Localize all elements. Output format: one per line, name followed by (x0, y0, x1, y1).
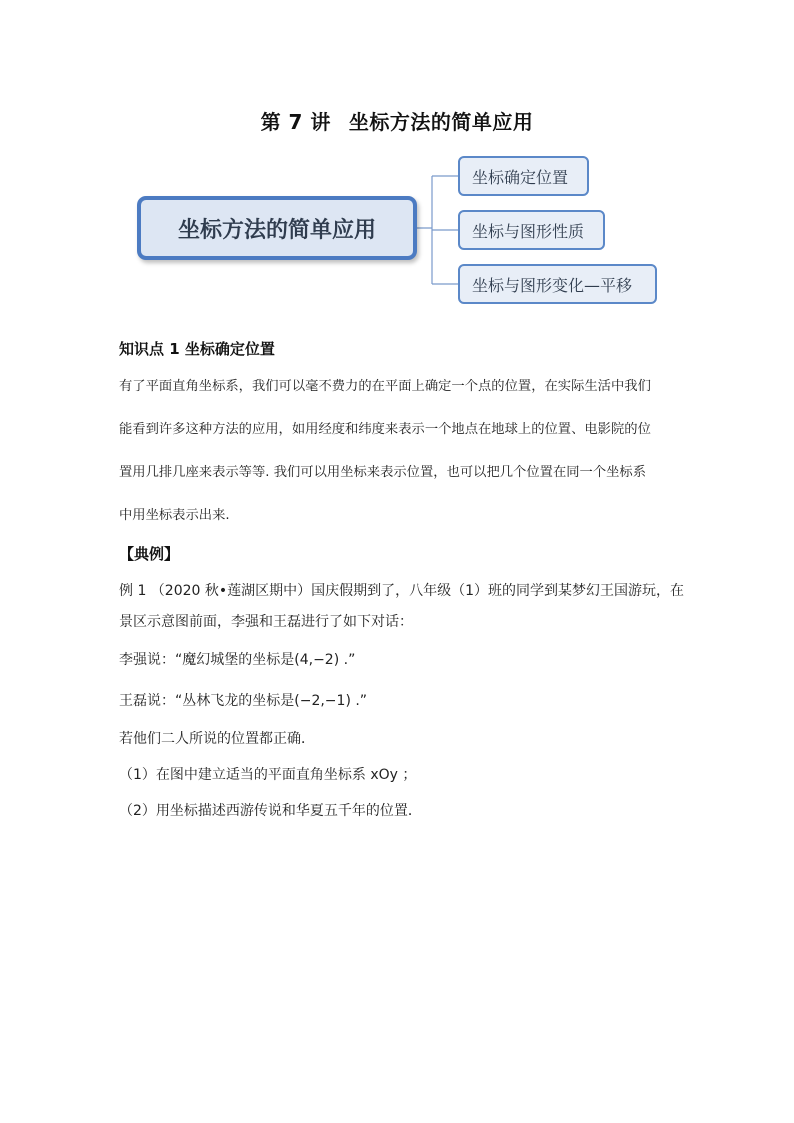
connector-lines (417, 176, 458, 284)
example-heading: 【典例】 (119, 545, 180, 563)
dialogue-line: 王磊说：“丛林飞龙的坐标是(−2,−1) .” (119, 693, 368, 709)
question-line: （2）用坐标描述西游传说和华夏五千年的位置． (119, 803, 422, 819)
mind-map-node-translation: 坐标与图形变化—平移 (458, 264, 657, 304)
example-line: 例 1 （2020 秋•莲湖区期中）国庆假期到了，八年级（1）班的同学到某梦幻王国游玩，在 (119, 583, 685, 599)
example-line: 景区示意图前面，李强和王磊进行了如下对话： (119, 614, 413, 630)
mind-map-connectors (0, 0, 794, 320)
intro-line: 中用坐标表示出来. (119, 508, 230, 523)
mind-map-root: 坐标方法的简单应用 (137, 196, 417, 260)
intro-paragraph (119, 372, 675, 544)
mind-map (0, 0, 794, 320)
lecture-topic: 坐标方法的简单应用 (348, 110, 534, 134)
section-heading: 知识点 1 坐标确定位置 (119, 340, 275, 358)
intro-line: 有了平面直角坐标系，我们可以毫不费力的在平面上确定一个点的位置，在实际生活中我们 (119, 379, 651, 394)
question-line: （1）在图中建立适当的平面直角坐标系 xOy ； (119, 767, 417, 783)
example-line: 若他们二人所说的位置都正确． (119, 731, 315, 747)
lecture-number: 第 7 讲 (260, 110, 331, 134)
intro-line: 能看到许多这种方法的应用，如用经度和纬度来表示一个地点在地球上的位置、电影院的位 (119, 422, 651, 437)
dialogue-line: 李强说：“魔幻城堡的坐标是(4,−2) .” (119, 652, 356, 668)
intro-line: 置用几排几座来表示等等. 我们可以用坐标来表示位置，也可以把几个位置在同一个坐标系 (119, 465, 647, 480)
mind-map-node-shape-properties: 坐标与图形性质 (458, 210, 605, 250)
mind-map-node-position: 坐标确定位置 (458, 156, 589, 196)
